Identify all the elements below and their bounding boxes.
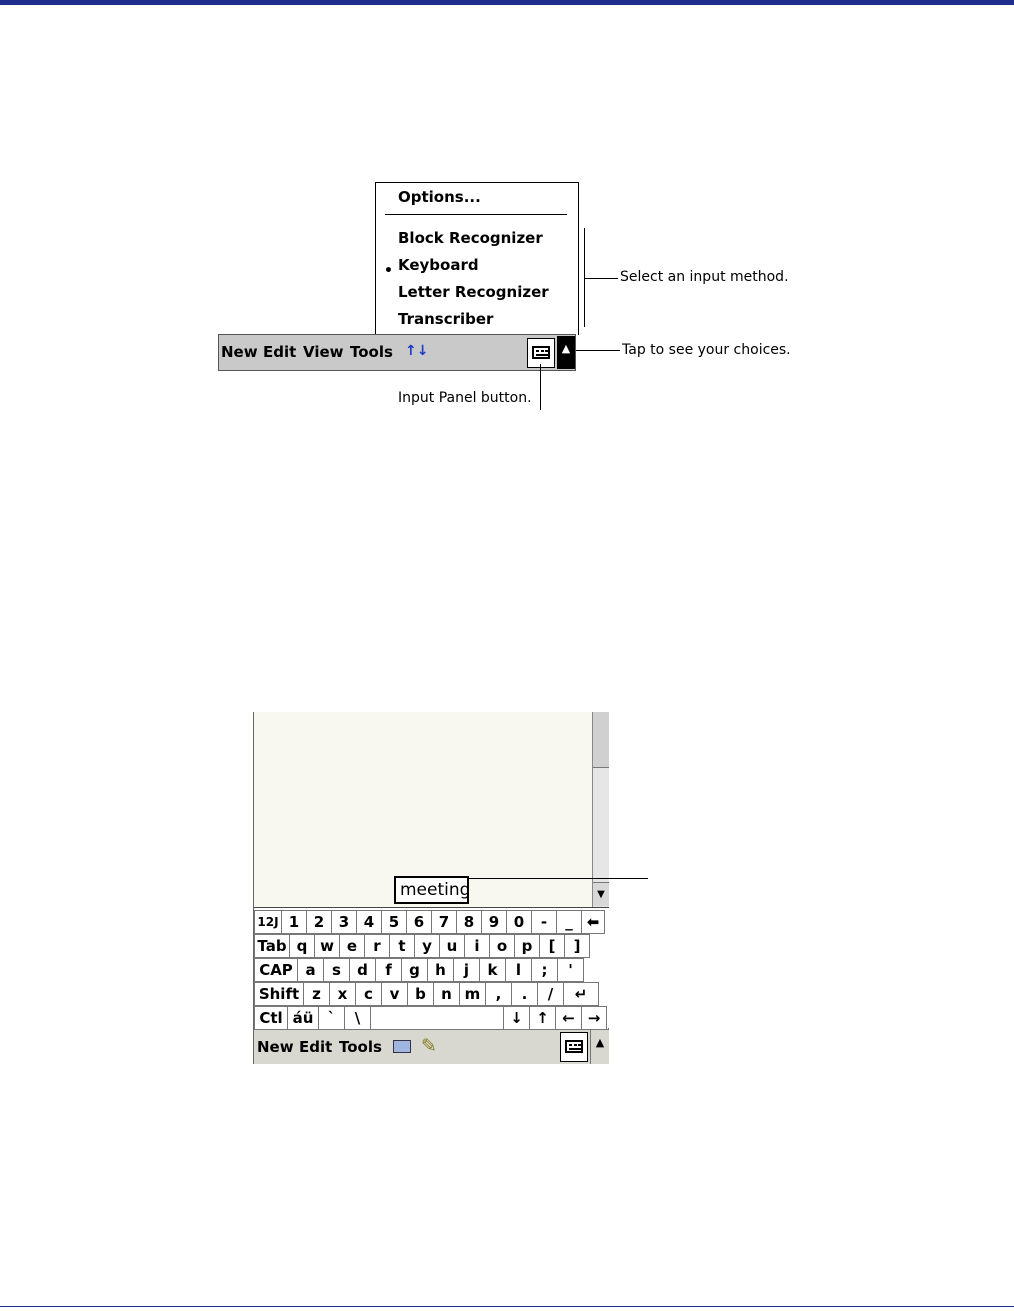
key-8[interactable]: 8	[456, 910, 482, 934]
menu-item-options[interactable]: Options...	[398, 188, 481, 206]
menu-tools[interactable]: Tools	[350, 343, 393, 361]
key-z[interactable]: z	[303, 982, 330, 1006]
key-backtick[interactable]: `	[318, 1006, 345, 1030]
menu-bar-2	[254, 1029, 609, 1064]
menu-item-keyboard[interactable]: Keyboard	[398, 256, 479, 274]
key-shift[interactable]: Shift	[254, 982, 304, 1006]
key-comma[interactable]: ,	[485, 982, 512, 1006]
menu-item-letter-recognizer[interactable]: Letter Recognizer	[398, 283, 549, 301]
menu-item-transcriber[interactable]: Transcriber	[398, 310, 494, 328]
key-k[interactable]: k	[479, 958, 506, 982]
key-5[interactable]: 5	[381, 910, 407, 934]
callout-line	[540, 364, 541, 410]
key-g[interactable]: g	[401, 958, 428, 982]
key-0[interactable]: 0	[506, 910, 532, 934]
menu-item-block-recognizer[interactable]: Block Recognizer	[398, 229, 543, 247]
callout-line	[576, 350, 620, 351]
menu-edit[interactable]: Edit	[263, 343, 297, 361]
keyboard-icon	[532, 346, 550, 359]
menu-bar	[218, 334, 576, 371]
key-t[interactable]: t	[389, 934, 415, 958]
key-i[interactable]: i	[464, 934, 490, 958]
key-a[interactable]: a	[297, 958, 324, 982]
keyboard-row-3	[254, 958, 583, 982]
soft-keyboard	[254, 907, 609, 1028]
key-4[interactable]: 4	[356, 910, 382, 934]
key-minus[interactable]: -	[531, 910, 557, 934]
key-m[interactable]: m	[459, 982, 486, 1006]
key-y[interactable]: y	[414, 934, 440, 958]
arrow-up-icon[interactable]: ↑	[529, 1006, 556, 1030]
scroll-down-icon[interactable]: ▼	[593, 882, 609, 906]
arrow-left-icon[interactable]: ←	[555, 1006, 582, 1030]
keyboard-row-2	[254, 934, 589, 958]
key-2[interactable]: 2	[306, 910, 332, 934]
menu-view[interactable]: View	[303, 343, 344, 361]
key-u[interactable]: u	[439, 934, 465, 958]
key-tab[interactable]: Tab	[254, 934, 290, 958]
arrow-right-icon[interactable]: →	[581, 1006, 607, 1030]
suggested-word[interactable]: meeting	[394, 876, 469, 904]
footer-rule	[0, 1306, 1014, 1307]
input-panel-button[interactable]	[527, 338, 555, 368]
key-r[interactable]: r	[364, 934, 390, 958]
key-ctl[interactable]: Ctl	[254, 1006, 288, 1030]
key-d[interactable]: d	[349, 958, 376, 982]
key-period[interactable]: .	[511, 982, 538, 1006]
recorder-icon[interactable]	[393, 1040, 411, 1053]
key-x[interactable]: x	[329, 982, 356, 1006]
key-l[interactable]: l	[505, 958, 532, 982]
header-rule	[0, 0, 1014, 5]
key-f[interactable]: f	[375, 958, 402, 982]
sync-icon[interactable]: ↑↓	[405, 343, 429, 359]
key-o[interactable]: o	[489, 934, 515, 958]
key-p[interactable]: p	[514, 934, 540, 958]
key-123[interactable]: 12J	[254, 910, 282, 934]
key-apostrophe[interactable]: '	[557, 958, 584, 982]
key-c[interactable]: c	[355, 982, 382, 1006]
key-caps[interactable]: CAP	[254, 958, 298, 982]
callout-line	[468, 878, 648, 879]
callout-line	[584, 278, 618, 279]
keyboard-row-1	[254, 910, 604, 934]
key-1[interactable]: 1	[281, 910, 307, 934]
keyboard-icon	[565, 1040, 583, 1053]
key-space[interactable]	[370, 1006, 504, 1030]
key-7[interactable]: 7	[431, 910, 457, 934]
keyboard-row-4	[254, 982, 598, 1006]
device-screen	[253, 712, 609, 1064]
menu-edit[interactable]: Edit	[299, 1038, 333, 1056]
key-semicolon[interactable]: ;	[531, 958, 558, 982]
key-j[interactable]: j	[453, 958, 480, 982]
enter-icon[interactable]: ↵	[563, 982, 599, 1006]
key-3[interactable]: 3	[331, 910, 357, 934]
key-h[interactable]: h	[427, 958, 454, 982]
key-underscore[interactable]: _	[556, 910, 582, 934]
key-q[interactable]: q	[289, 934, 315, 958]
menu-tools[interactable]: Tools	[339, 1038, 382, 1056]
key-backslash[interactable]: \	[344, 1006, 371, 1030]
menu-separator	[385, 214, 567, 215]
callout-input-panel: Input Panel button.	[398, 390, 532, 406]
key-9[interactable]: 9	[481, 910, 507, 934]
selected-bullet: •	[384, 263, 393, 279]
arrow-down-icon[interactable]: ↓	[503, 1006, 530, 1030]
key-n[interactable]: n	[433, 982, 460, 1006]
key-right-bracket[interactable]: ]	[564, 934, 590, 958]
callout-tap-choices: Tap to see your choices.	[622, 342, 791, 358]
input-panel-button[interactable]	[560, 1032, 588, 1062]
input-method-arrow[interactable]: ▲	[557, 336, 575, 369]
backspace-icon[interactable]: ⬅	[581, 910, 605, 934]
key-slash[interactable]: /	[537, 982, 564, 1006]
keyboard-row-5	[254, 1006, 606, 1030]
input-method-menu	[375, 182, 579, 335]
key-left-bracket[interactable]: [	[539, 934, 565, 958]
key-s[interactable]: s	[323, 958, 350, 982]
key-accents[interactable]: áü	[287, 1006, 319, 1030]
key-v[interactable]: v	[381, 982, 408, 1006]
key-b[interactable]: b	[407, 982, 434, 1006]
menu-new[interactable]: New	[257, 1038, 294, 1056]
pen-icon[interactable]: ✎	[421, 1035, 437, 1057]
callout-select-method: Select an input method.	[620, 269, 789, 285]
input-method-arrow[interactable]: ▲	[590, 1030, 609, 1064]
key-w[interactable]: w	[314, 934, 340, 958]
key-6[interactable]: 6	[406, 910, 432, 934]
menu-new[interactable]: New	[221, 343, 258, 361]
key-e[interactable]: e	[339, 934, 365, 958]
scroll-thumb[interactable]	[593, 712, 609, 768]
